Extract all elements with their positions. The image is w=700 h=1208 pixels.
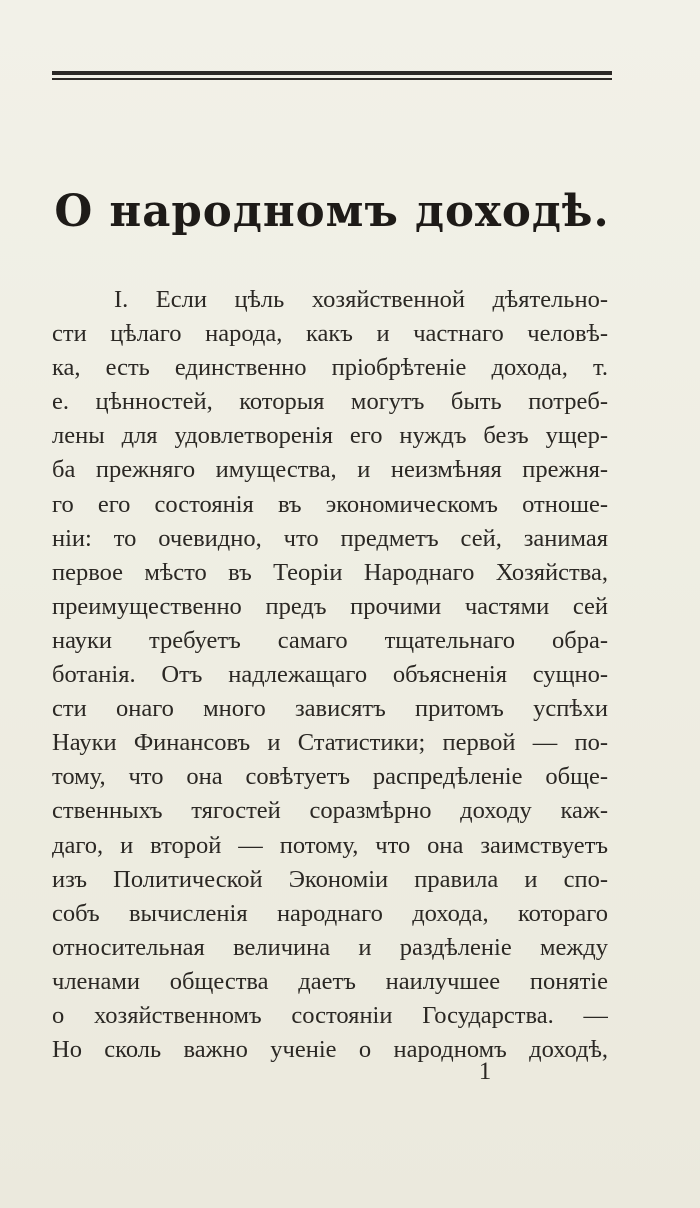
text-line: ка, есть единственно пріобрѣтеніе дохода, т. (52, 354, 608, 382)
page-number: 1 (478, 1058, 492, 1085)
text-line: I. Если цѣль хозяйственной дѣятельно- (114, 286, 608, 313)
text-line: о хозяйственномъ состояніи Государства. — (52, 1001, 608, 1029)
paragraph (52, 283, 608, 1067)
text-line: сти онаго много зависятъ притомъ успѣхи (52, 695, 608, 723)
text-line: собъ вычисленія народнаго дохода, котораго (52, 899, 608, 927)
text-line: первое мѣсто въ Теоріи Народнаго Хозяйства, (52, 558, 608, 586)
text-line: ботанія. Отъ надлежащаго объясненія сущно- (52, 661, 608, 689)
text-line: Но сколь важно ученіе о народномъ доходѣ, (52, 1036, 608, 1064)
text-line: го его состоянія въ экономическомъ отноше- (52, 490, 608, 518)
header-rule-thick (52, 71, 612, 75)
text-line: тому, что она совѣтуетъ распредѣленіе обще- (52, 763, 608, 791)
text-line: относительная величина и раздѣленіе между (52, 933, 608, 961)
text-line: Науки Финансовъ и Статистики; первой — по- (52, 729, 608, 757)
text-line: ственныхъ тягостей соразмѣрно доходу каж- (52, 797, 608, 825)
text-line: изъ Политической Экономіи правила и спо- (52, 865, 608, 893)
text-line: е. цѣнностей, которыя могутъ быть потреб- (52, 388, 608, 416)
text-line: преимущественно предъ прочими частями сей (52, 592, 608, 620)
text-line: сти цѣлаго народа, какъ и частнаго человѣ- (52, 320, 608, 348)
chapter-title: О народномъ доходѣ. (54, 186, 610, 237)
header-rule-thin (52, 78, 612, 80)
text-line: ніи: то очевидно, что предметъ сей, занимая (52, 524, 608, 552)
text-line: членами общества даетъ наилучшее понятіе (52, 967, 608, 995)
text-line: даго, и второй — потому, что она заимствуетъ (52, 831, 608, 859)
text-line: науки требуетъ самаго тщательнаго обра- (52, 626, 608, 654)
text-line: лены для удовлетворенія его нуждъ безъ ущер- (52, 422, 608, 450)
text-line: ба прежняго имущества, и неизмѣняя прежня- (52, 456, 608, 484)
